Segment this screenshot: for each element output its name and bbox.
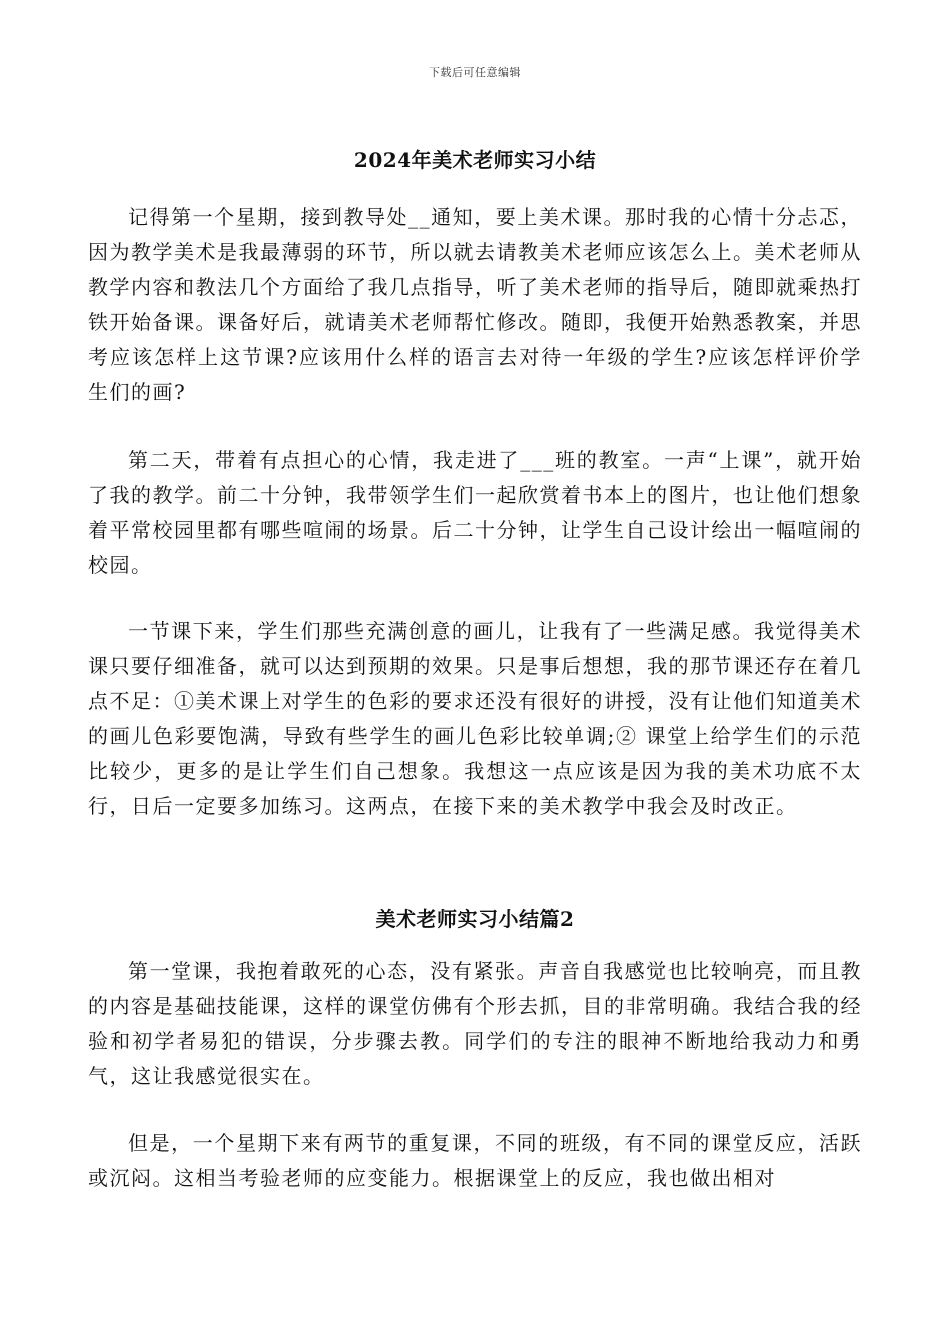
paragraph-3: 一节课下来，学生们那些充满创意的画儿，让我有了一些满足感。我觉得美术课只要仔细准备，就可以达到预期的效果。只是事后想想，我的那节课还存在着几点不足：①美术课上对学生的色彩的要求还没有很好的讲授，没有让他们知道美术的画儿色彩要饱满，导致有些学生的画儿色彩比较单调;② 课堂上给学生们的示范比较少，更多的是让学生们自己想象。我想这一点应该是因为我的美术功底不太行，日后一定要多加练习。这两点，在接下来的美术教学中我会及时改正。 xyxy=(88,619,862,818)
section-2-paragraph-1: 第一堂课，我抱着敢死的心态，没有紧张。声音自我感觉也比较响亮，而且教的内容是基础技能课，这样的课堂仿佛有个形去抓，目的非常明确。我结合我的经验和初学者易犯的错误，分步骤去教。同学们的专注的眼神不断地给我动力和勇气，这让我感觉很实在。 xyxy=(88,959,862,1088)
document-title: 2024年美术老师实习小结 xyxy=(353,148,597,172)
section-2-title: 美术老师实习小结篇2 xyxy=(375,907,575,931)
page-header-note: 下载后可任意编辑 xyxy=(429,66,521,79)
paragraph-2: 第二天，带着有点担心的心情，我走进了___班的教室。一声“上课”，就开始了我的教学。前二十分钟，我带领学生们一起欣赏着书本上的图片，也让他们想象着平常校园里都有哪些喧闹的场景。后二十分钟，让学生自己设计绘出一幅喧闹的校园。 xyxy=(88,448,862,577)
paragraph-1: 记得第一个星期，接到教导处__通知，要上美术课。那时我的心情十分忐忑，因为教学美术是我最薄弱的环节，所以就去请教美术老师应该怎么上。美术老师从教学内容和教法几个方面给了我几点指导，听了美术老师的指导后，随即就乘热打铁开始备课。课备好后，就请美术老师帮忙修改。随即，我便开始熟悉教案，并思考应该怎样上这节课?应该用什么样的语言去对待一年级的学生?应该怎样评价学生们的画? xyxy=(88,205,862,404)
section-2-paragraph-2: 但是，一个星期下来有两节的重复课，不同的班级，有不同的课堂反应，活跃或沉闷。这相当考验老师的应变能力。根据课堂上的反应，我也做出相对 xyxy=(88,1131,862,1190)
